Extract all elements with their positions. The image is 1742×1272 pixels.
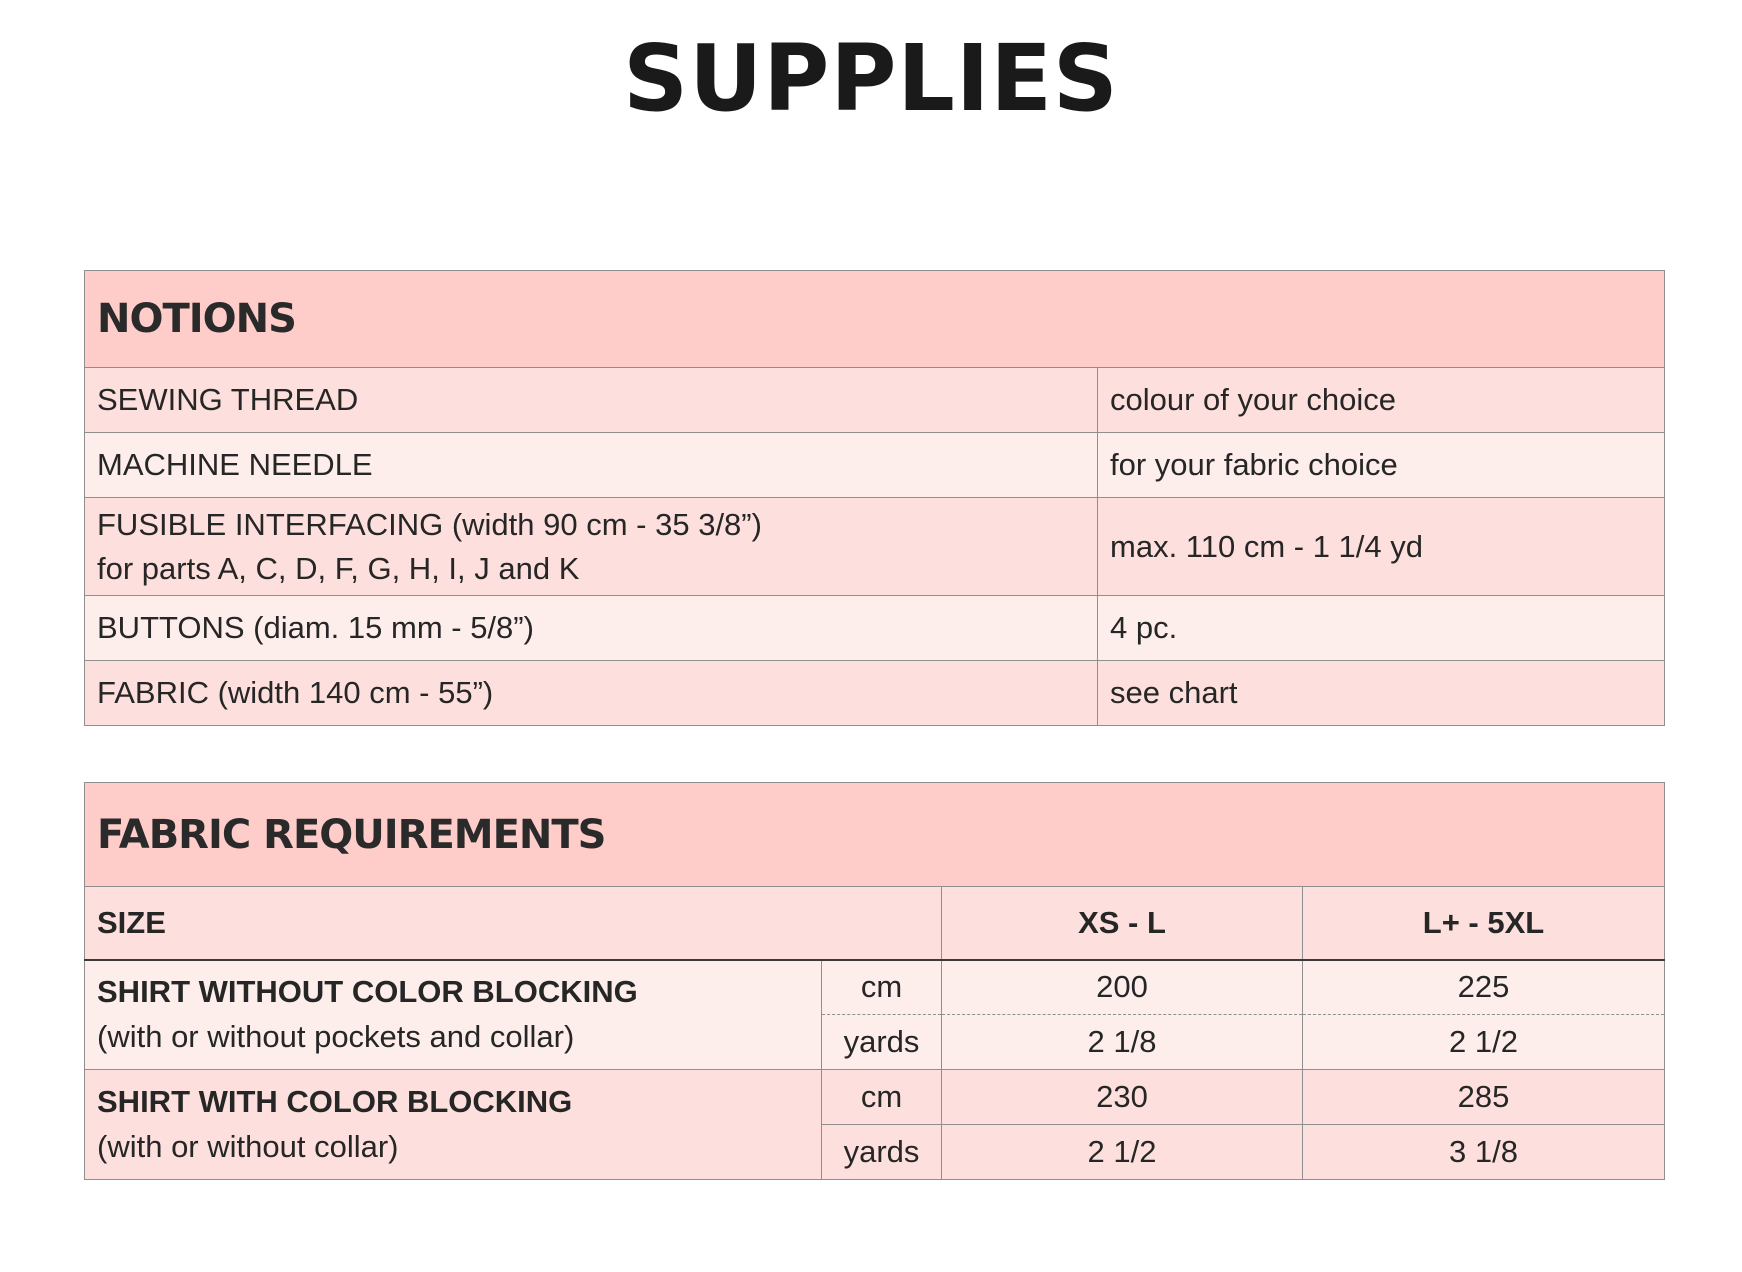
- notion-item-line1: FUSIBLE INTERFACING (width 90 cm - 35 3/8”): [97, 507, 762, 543]
- notion-item: SEWING THREAD: [85, 368, 1098, 433]
- size-column-header: L+ - 5XL: [1303, 887, 1665, 960]
- size-label: SIZE: [85, 887, 942, 960]
- notion-value: for your fabric choice: [1098, 433, 1665, 498]
- notion-value: see chart: [1098, 661, 1665, 726]
- notion-item: MACHINE NEEDLE: [85, 433, 1098, 498]
- shirt-type-title: SHIRT WITH COLOR BLOCKING: [97, 1083, 573, 1119]
- shirt-type-subtitle: (with or without collar): [97, 1128, 399, 1164]
- notions-heading: NOTIONS: [85, 271, 1665, 368]
- notions-header-row: [85, 271, 1665, 368]
- unit-label: yards: [822, 1015, 942, 1070]
- notion-value: 4 pc.: [1098, 596, 1665, 661]
- notion-value: max. 110 cm - 1 1/4 yd: [1098, 498, 1665, 596]
- unit-label: cm: [822, 1070, 942, 1125]
- shirt-type-subtitle: (with or without pockets and collar): [97, 1018, 575, 1054]
- page-title: SUPPLIES: [623, 25, 1119, 132]
- table-row: [85, 368, 1665, 433]
- table-row: [85, 960, 1665, 1015]
- fabric-value: 230: [942, 1070, 1303, 1125]
- table-row: [85, 596, 1665, 661]
- table-row: [85, 433, 1665, 498]
- fabric-heading: FABRIC REQUIREMENTS: [85, 783, 1665, 887]
- shirt-type-title: SHIRT WITHOUT COLOR BLOCKING: [97, 973, 638, 1009]
- fabric-value: 2 1/2: [1303, 1015, 1665, 1070]
- fabric-value: 2 1/2: [942, 1125, 1303, 1180]
- notion-value: colour of your choice: [1098, 368, 1665, 433]
- table-row: [85, 1070, 1665, 1125]
- size-header-row: [85, 887, 1665, 960]
- fabric-value: 285: [1303, 1070, 1665, 1125]
- shirt-type-cell: [85, 1070, 822, 1180]
- notion-item: BUTTONS (diam. 15 mm - 5/8”): [85, 596, 1098, 661]
- shirt-type-cell: [85, 960, 822, 1070]
- table-row: [85, 661, 1665, 726]
- fabric-value: 2 1/8: [942, 1015, 1303, 1070]
- fabric-value: 225: [1303, 960, 1665, 1015]
- notion-item: FABRIC (width 140 cm - 55”): [85, 661, 1098, 726]
- fabric-header-row: [85, 783, 1665, 887]
- notions-table: [84, 270, 1665, 726]
- fabric-requirements-table: [84, 782, 1665, 1180]
- notion-item: [85, 498, 1098, 596]
- table-row: [85, 498, 1665, 596]
- notion-item-line2: for parts A, C, D, F, G, H, I, J and K: [97, 550, 580, 586]
- fabric-value: 3 1/8: [1303, 1125, 1665, 1180]
- unit-label: yards: [822, 1125, 942, 1180]
- fabric-value: 200: [942, 960, 1303, 1015]
- size-column-header: XS - L: [942, 887, 1303, 960]
- unit-label: cm: [822, 960, 942, 1015]
